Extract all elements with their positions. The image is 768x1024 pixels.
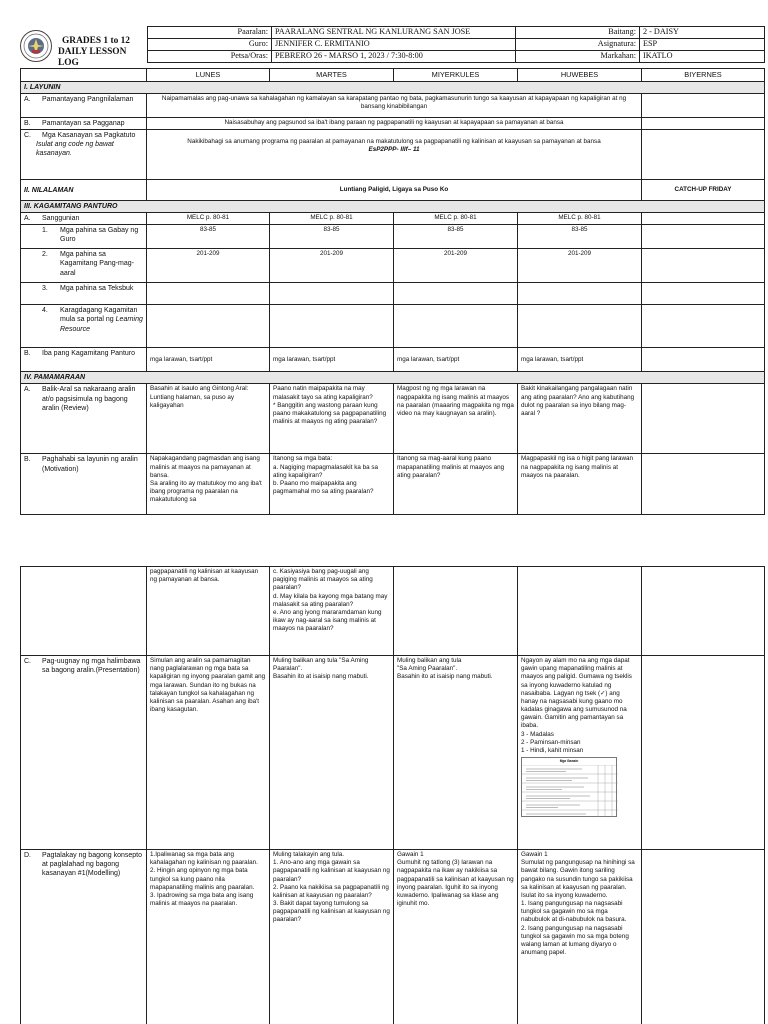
cell-thursday: mga larawan, tsart/ppt bbox=[518, 348, 642, 372]
row-letter: A. bbox=[24, 215, 31, 223]
row-label-text: Mga pahina sa Kagamitang Pang-mag-aaral bbox=[60, 251, 134, 277]
cell-wednesday: Gawain 1 Gumuhit ng tatlong (3) larawan na nagpapakita na ikaw ay nakikiisa sa pagpapanatili sa kalinisan at kaayusan ng inyong paaralan. Iguhit ito sa inyong kuwaderno. Ipaliwanag sa klase ang iginuhit mo. bbox=[394, 850, 518, 1024]
title-line-1: GRADES 1 to 12 bbox=[62, 36, 130, 46]
row-number: 2. bbox=[42, 251, 48, 259]
row-label-text: Karagdagang Kagamitan mula sa portal ng bbox=[60, 307, 138, 324]
cell-tuesday: Itanong sa mga bata: a. Nagiging mapagmalasakit ka ba sa ating kapaligiran? b. Paano mo maipapakita ang pagmamahal mo sa ating paaralan? bbox=[270, 454, 394, 515]
grade-value: 2 - DAISY bbox=[640, 27, 765, 39]
row-pagtalakay bbox=[21, 850, 765, 1024]
row-paghahabi bbox=[21, 454, 765, 515]
grade-label: Baitang: bbox=[516, 27, 640, 39]
row-label bbox=[21, 567, 147, 656]
cell-tuesday: 83-85 bbox=[270, 225, 394, 249]
content-cell: Naipamamalas ang pag-unawa sa kahalagahan ng kamalayan sa karapatang pantao ng bata, pagkamasunurin tungo sa kaayusan at kapayapaan ng kapaligiran at ng bansang kinabibilangan bbox=[147, 94, 642, 118]
cell-wednesday: Magpost ng ng mga larawan na nagpapakita ng isang malinis at maayos na paaralan (maaaring magpakita ng mga video na may kaugnayan sa aralin). bbox=[394, 384, 518, 454]
cell-wednesday: 201-209 bbox=[394, 249, 518, 283]
school-value: PAARALANG SENTRAL NG KANLURANG SAN JOSE bbox=[272, 27, 516, 39]
checklist-thumbnail-title: Mga Gawain bbox=[559, 759, 579, 764]
row-pamantayan-pagganap bbox=[21, 118, 765, 130]
row-label-italic: Learning Resource bbox=[60, 316, 143, 333]
row-label bbox=[21, 118, 147, 130]
row-label bbox=[21, 249, 147, 283]
section-layunin bbox=[21, 82, 765, 94]
catch-up-friday: CATCH-UP FRIDAY bbox=[642, 180, 765, 201]
cell-thursday bbox=[518, 567, 642, 656]
cell-friday bbox=[642, 249, 765, 283]
day-header-friday: BIYERNES bbox=[642, 69, 765, 82]
cell-monday: pagpapanatili ng kalinisan at kaayusan ng pamayanan at bansa. bbox=[147, 567, 270, 656]
friday-cell bbox=[642, 94, 765, 118]
row-label bbox=[21, 130, 147, 180]
cell-tuesday: Paano natin maipapakita na may malasakit tayo sa ating kapaligiran? * Banggitin ang wastong paraan kung paano makakatulong sa pagpapanatiling malinis at maayos ng ating paaralan? bbox=[270, 384, 394, 454]
section-title: II. NILALAMAN bbox=[21, 180, 147, 201]
cell-wednesday: mga larawan, tsart/ppt bbox=[394, 348, 518, 372]
row-letter: A. bbox=[24, 386, 31, 394]
section-title: I. LAYUNIN bbox=[21, 82, 765, 94]
row-nilalaman bbox=[21, 180, 765, 201]
row-label bbox=[21, 283, 147, 305]
row-label bbox=[21, 656, 147, 850]
competency-text: Nakikibahagi sa anumang programa ng paaralan at pamayanan na makatutulong sa pagpapanatili ng kalinisan at kaayusan sa pamayanan at bansa bbox=[187, 138, 601, 146]
cell-friday bbox=[642, 454, 765, 515]
row-paghahabi-continued bbox=[21, 567, 765, 656]
row-label bbox=[21, 94, 147, 118]
row-letter: D. bbox=[24, 852, 31, 859]
row-letter: B. bbox=[24, 120, 31, 128]
row-label-text: Pamantayan sa Pagganap bbox=[42, 120, 125, 128]
cell-friday bbox=[642, 305, 765, 348]
cell-thursday bbox=[518, 305, 642, 348]
cell-tuesday: Muling balikan ang tula "Sa Aming Paaralan". Basahin ito at isaisip nang mabuti. bbox=[270, 656, 394, 850]
cell-tuesday: MELC p. 80-81 bbox=[270, 213, 394, 225]
cell-thursday: 83-85 bbox=[518, 225, 642, 249]
cell-monday: Napakagandang pagmasdan ang isang malinis at maayos na pamayanan at bansa. Sa araling ito ay matutukoy mo ang iba't ibang programa ng paaralan na makatutulong sa bbox=[147, 454, 270, 515]
cell-tuesday bbox=[270, 305, 394, 348]
subject-value: ESP bbox=[640, 39, 765, 51]
school-label: Paaralan: bbox=[148, 27, 272, 39]
cell-wednesday bbox=[394, 567, 518, 656]
cell-wednesday bbox=[394, 283, 518, 305]
document-title bbox=[58, 36, 148, 68]
cell-thursday: MELC p. 80-81 bbox=[518, 213, 642, 225]
competency-code: EsP2PPP- IIIf– 11 bbox=[368, 146, 420, 154]
row-number: 1. bbox=[42, 227, 48, 235]
cell-wednesday bbox=[394, 305, 518, 348]
row-kasanayan bbox=[21, 130, 765, 180]
row-label-text: Paghahabi sa layunin ng aralin (Motivation) bbox=[42, 456, 138, 473]
cell-friday bbox=[642, 850, 765, 1024]
cell-monday: 1.Ipaliwanag sa mga bata ang kahalagahan ng kalinisan ng paaralan. 2. Hingin ang opinyon ng mga bata tungkol sa kung paano nila mapapanatiling malinis ang paaralan. 3. Ipadrowing sa mga bata ang isang malinis at maayos na paaralan. bbox=[147, 850, 270, 1024]
date-label: Petsa/Oras: bbox=[148, 51, 272, 63]
row-label bbox=[21, 213, 147, 225]
row-sublabel: Isulat ang code ng bawat kasanayan. bbox=[36, 141, 114, 158]
teacher-value: JENNIFER C. ERMITANIO bbox=[272, 39, 516, 51]
cell-friday bbox=[642, 567, 765, 656]
day-header-monday: LUNES bbox=[147, 69, 270, 82]
cell-monday: 201-209 bbox=[147, 249, 270, 283]
row-label-text: Sanggunian bbox=[42, 215, 80, 223]
row-label bbox=[21, 384, 147, 454]
title-line-2: DAILY LESSON LOG bbox=[58, 46, 127, 68]
row-label bbox=[21, 305, 147, 348]
row-pag-uugnay bbox=[21, 656, 765, 850]
header-info-table bbox=[147, 26, 765, 63]
row-label bbox=[21, 850, 147, 1024]
row-label bbox=[21, 348, 147, 372]
corner-cell bbox=[21, 69, 147, 82]
cell-thursday: 201-209 bbox=[518, 249, 642, 283]
row-label-text: Balik-Aral sa nakaraang aralin at/o pagsisimula ng bagong aralin (Review) bbox=[42, 386, 136, 412]
row-gabay-guro bbox=[21, 225, 765, 249]
content-title: Luntiang Paligid, Ligaya sa Puso Ko bbox=[147, 180, 642, 201]
content-cell bbox=[147, 130, 642, 180]
cell-friday bbox=[642, 283, 765, 305]
lesson-log-table-page-2 bbox=[20, 566, 765, 1024]
row-letter: B. bbox=[24, 456, 31, 464]
cell-tuesday: 201-209 bbox=[270, 249, 394, 283]
row-number: 4. bbox=[42, 307, 48, 315]
cell-thursday: Magpapaskil ng isa o higit pang larawan na nagpapakita ng isang malinis at maayos na paaralan. bbox=[518, 454, 642, 515]
row-kagamitang-mag-aaral bbox=[21, 249, 765, 283]
row-balik-aral bbox=[21, 384, 765, 454]
day-header-tuesday: MARTES bbox=[270, 69, 394, 82]
cell-friday bbox=[642, 348, 765, 372]
cell-wednesday: 83-85 bbox=[394, 225, 518, 249]
day-header-thursday: HUWEBES bbox=[518, 69, 642, 82]
cell-tuesday: mga larawan, tsart/ppt bbox=[270, 348, 394, 372]
deped-seal-logo bbox=[20, 30, 52, 62]
cell-monday: 83-85 bbox=[147, 225, 270, 249]
row-pamantayang-pangnilalaman bbox=[21, 94, 765, 118]
cell-monday: MELC p. 80-81 bbox=[147, 213, 270, 225]
cell-friday bbox=[642, 656, 765, 850]
row-teksbuk bbox=[21, 283, 765, 305]
section-pamamaraan bbox=[21, 372, 765, 384]
cell-friday bbox=[642, 225, 765, 249]
teacher-label: Guro: bbox=[148, 39, 272, 51]
row-label-text: Pag-uugnay ng mga halimbawa sa bagong aralin.(Presentation) bbox=[42, 658, 141, 675]
cell-thursday bbox=[518, 283, 642, 305]
cell-monday: mga larawan, tsart/ppt bbox=[147, 348, 270, 372]
row-label bbox=[21, 225, 147, 249]
cell-thursday bbox=[518, 656, 642, 850]
quarter-value: IKATLO bbox=[640, 51, 765, 63]
row-letter: C. bbox=[24, 658, 31, 665]
section-title: III. KAGAMITANG PANTURO bbox=[21, 201, 765, 213]
cell-friday bbox=[642, 384, 765, 454]
cell-monday bbox=[147, 283, 270, 305]
day-header-wednesday: MIYERKULES bbox=[394, 69, 518, 82]
section-kagamitan bbox=[21, 201, 765, 213]
header-row-date bbox=[148, 51, 765, 63]
cell-tuesday: Muling talakayin ang tula. 1. Ano-ano ang mga gawain sa pagpapanatili ng kalinisan at kaayusan ng paaralan? 2. Paano ka nakikiisa sa pagpapanatili ng kalinisan at kaayusan ng paaralan? 3. Bakit dapat tayong tumulong sa pagpapanatili ng kalinisan at kaayusan ng paaralan? bbox=[270, 850, 394, 1024]
row-iba-pang-kagamitan bbox=[21, 348, 765, 372]
cell-monday: Basahin at isaulo ang Gintong Aral: Luntiang halaman, sa puso ay kaligayahan bbox=[147, 384, 270, 454]
checklist-thumbnail bbox=[521, 757, 617, 817]
row-karagdagang-kagamitan bbox=[21, 305, 765, 348]
quarter-label: Markahan: bbox=[516, 51, 640, 63]
cell-monday: Simulan ang aralin sa pamamagitan nang paglalarawan ng mga bata sa kapaligiran ng inyong paaralan gamit ang mga larawan. Sundan ito ng bukas na talakayan tungkol sa kahalagahan ng kalinisan sa paaralan. Asahan ang iba't ibang kasagutan. bbox=[147, 656, 270, 850]
cell-friday bbox=[642, 213, 765, 225]
subject-label: Asignatura: bbox=[516, 39, 640, 51]
row-label-text: Mga pahina sa Gabay ng Guro bbox=[60, 227, 139, 244]
day-header-row bbox=[21, 69, 765, 82]
row-label-text: Pagtalakay ng bagong konsepto at paglalahad ng bagong kasanayan #1(Modelling) bbox=[42, 852, 143, 878]
section-title: IV. PAMAMARAAN bbox=[21, 372, 765, 384]
cell-wednesday: Muling balikan ang tula "Sa Aming Paaralan". Basahin ito at isaisip nang mabuti. bbox=[394, 656, 518, 850]
cell-tuesday: c. Kasiyasiya bang pag-uugali ang pagiging malinis at maayos sa ating paaralan? d. May kilala ba kayong mga batang may malasakit sa ating paaralan? e. Ano ang iyong mararamdaman kung ikaw ay nag-aaral sa isang malinis at maayos na paaralan? bbox=[270, 567, 394, 656]
header-row-school bbox=[148, 27, 765, 39]
cell-thursday: Gawain 1 Sumulat ng pangungusap na hinihingi sa bawat bilang. Gawin itong sariling pangako na susundin tungo sa pakikiisa sa kalinisan at kaayusan ng paaralan. Isulat ito sa inyong kuwaderno. 1. Isang pangungusap na nagsasabi tungkol sa gagawin mo sa mga nabubulok at di-nabubulok na basura. 2. Isang pangungusap na nagsasabi tungkol sa gagawin mo sa mga boteng walang laman at lumang diyaryo o anumang papel. bbox=[518, 850, 642, 1024]
row-sanggunian bbox=[21, 213, 765, 225]
cell-monday bbox=[147, 305, 270, 348]
row-label-text: Iba pang Kagamitang Panturo bbox=[42, 350, 136, 358]
row-number: 3. bbox=[42, 285, 48, 293]
checklist-instructions: Ngayon ay alam mo na ang mga dapat gawin upang mapanatiling malinis at maayos ang paligid. Gumawa ng tseklis sa inyong kuwaderno katulad ng nasaibaba. Lagyan ng tsek (✓) ang hanay na nagsasabi kung gaano mo kadalas ginagawa ang sumusunod na gawain. Gamitin ang pamantayan sa ibaba. 3 - Madalas 2 - Paminsan-minsan 1 - Hindi, kahit minsan bbox=[521, 657, 632, 754]
cell-thursday: Bakit kinakailangang pangalagaan natin ang ating paaralan? Ano ang kabutihang dulot ng paaralan sa inyo bilang mag-aaral ? bbox=[518, 384, 642, 454]
cell-wednesday: Itanong sa mag-aaral kung paano mapapanatiling malinis at maayos ang ating paaralan? bbox=[394, 454, 518, 515]
row-label-text: Mga pahina sa Teksbuk bbox=[60, 285, 134, 293]
row-label-text: Pamantayang Pangnilalaman bbox=[42, 96, 134, 104]
friday-cell bbox=[642, 118, 765, 130]
row-letter: B. bbox=[24, 350, 31, 358]
content-cell: Naisasabuhay ang pagsunod sa iba't ibang paraan ng pagpapanatili ng kaayusan at kapayapaan sa pamayanan at bansa bbox=[147, 118, 642, 130]
friday-cell bbox=[642, 130, 765, 180]
date-value: PEBRERO 26 - MARSO 1, 2023 / 7:30-8:00 bbox=[272, 51, 516, 63]
lesson-log-table-page-1 bbox=[20, 68, 765, 515]
row-label-text: Mga Kasanayan sa Pagkatuto bbox=[42, 132, 136, 140]
cell-wednesday: MELC p. 80-81 bbox=[394, 213, 518, 225]
cell-tuesday bbox=[270, 283, 394, 305]
row-letter: A. bbox=[24, 96, 31, 104]
row-letter: C. bbox=[24, 132, 31, 140]
row-label bbox=[21, 454, 147, 515]
header-row-teacher bbox=[148, 39, 765, 51]
